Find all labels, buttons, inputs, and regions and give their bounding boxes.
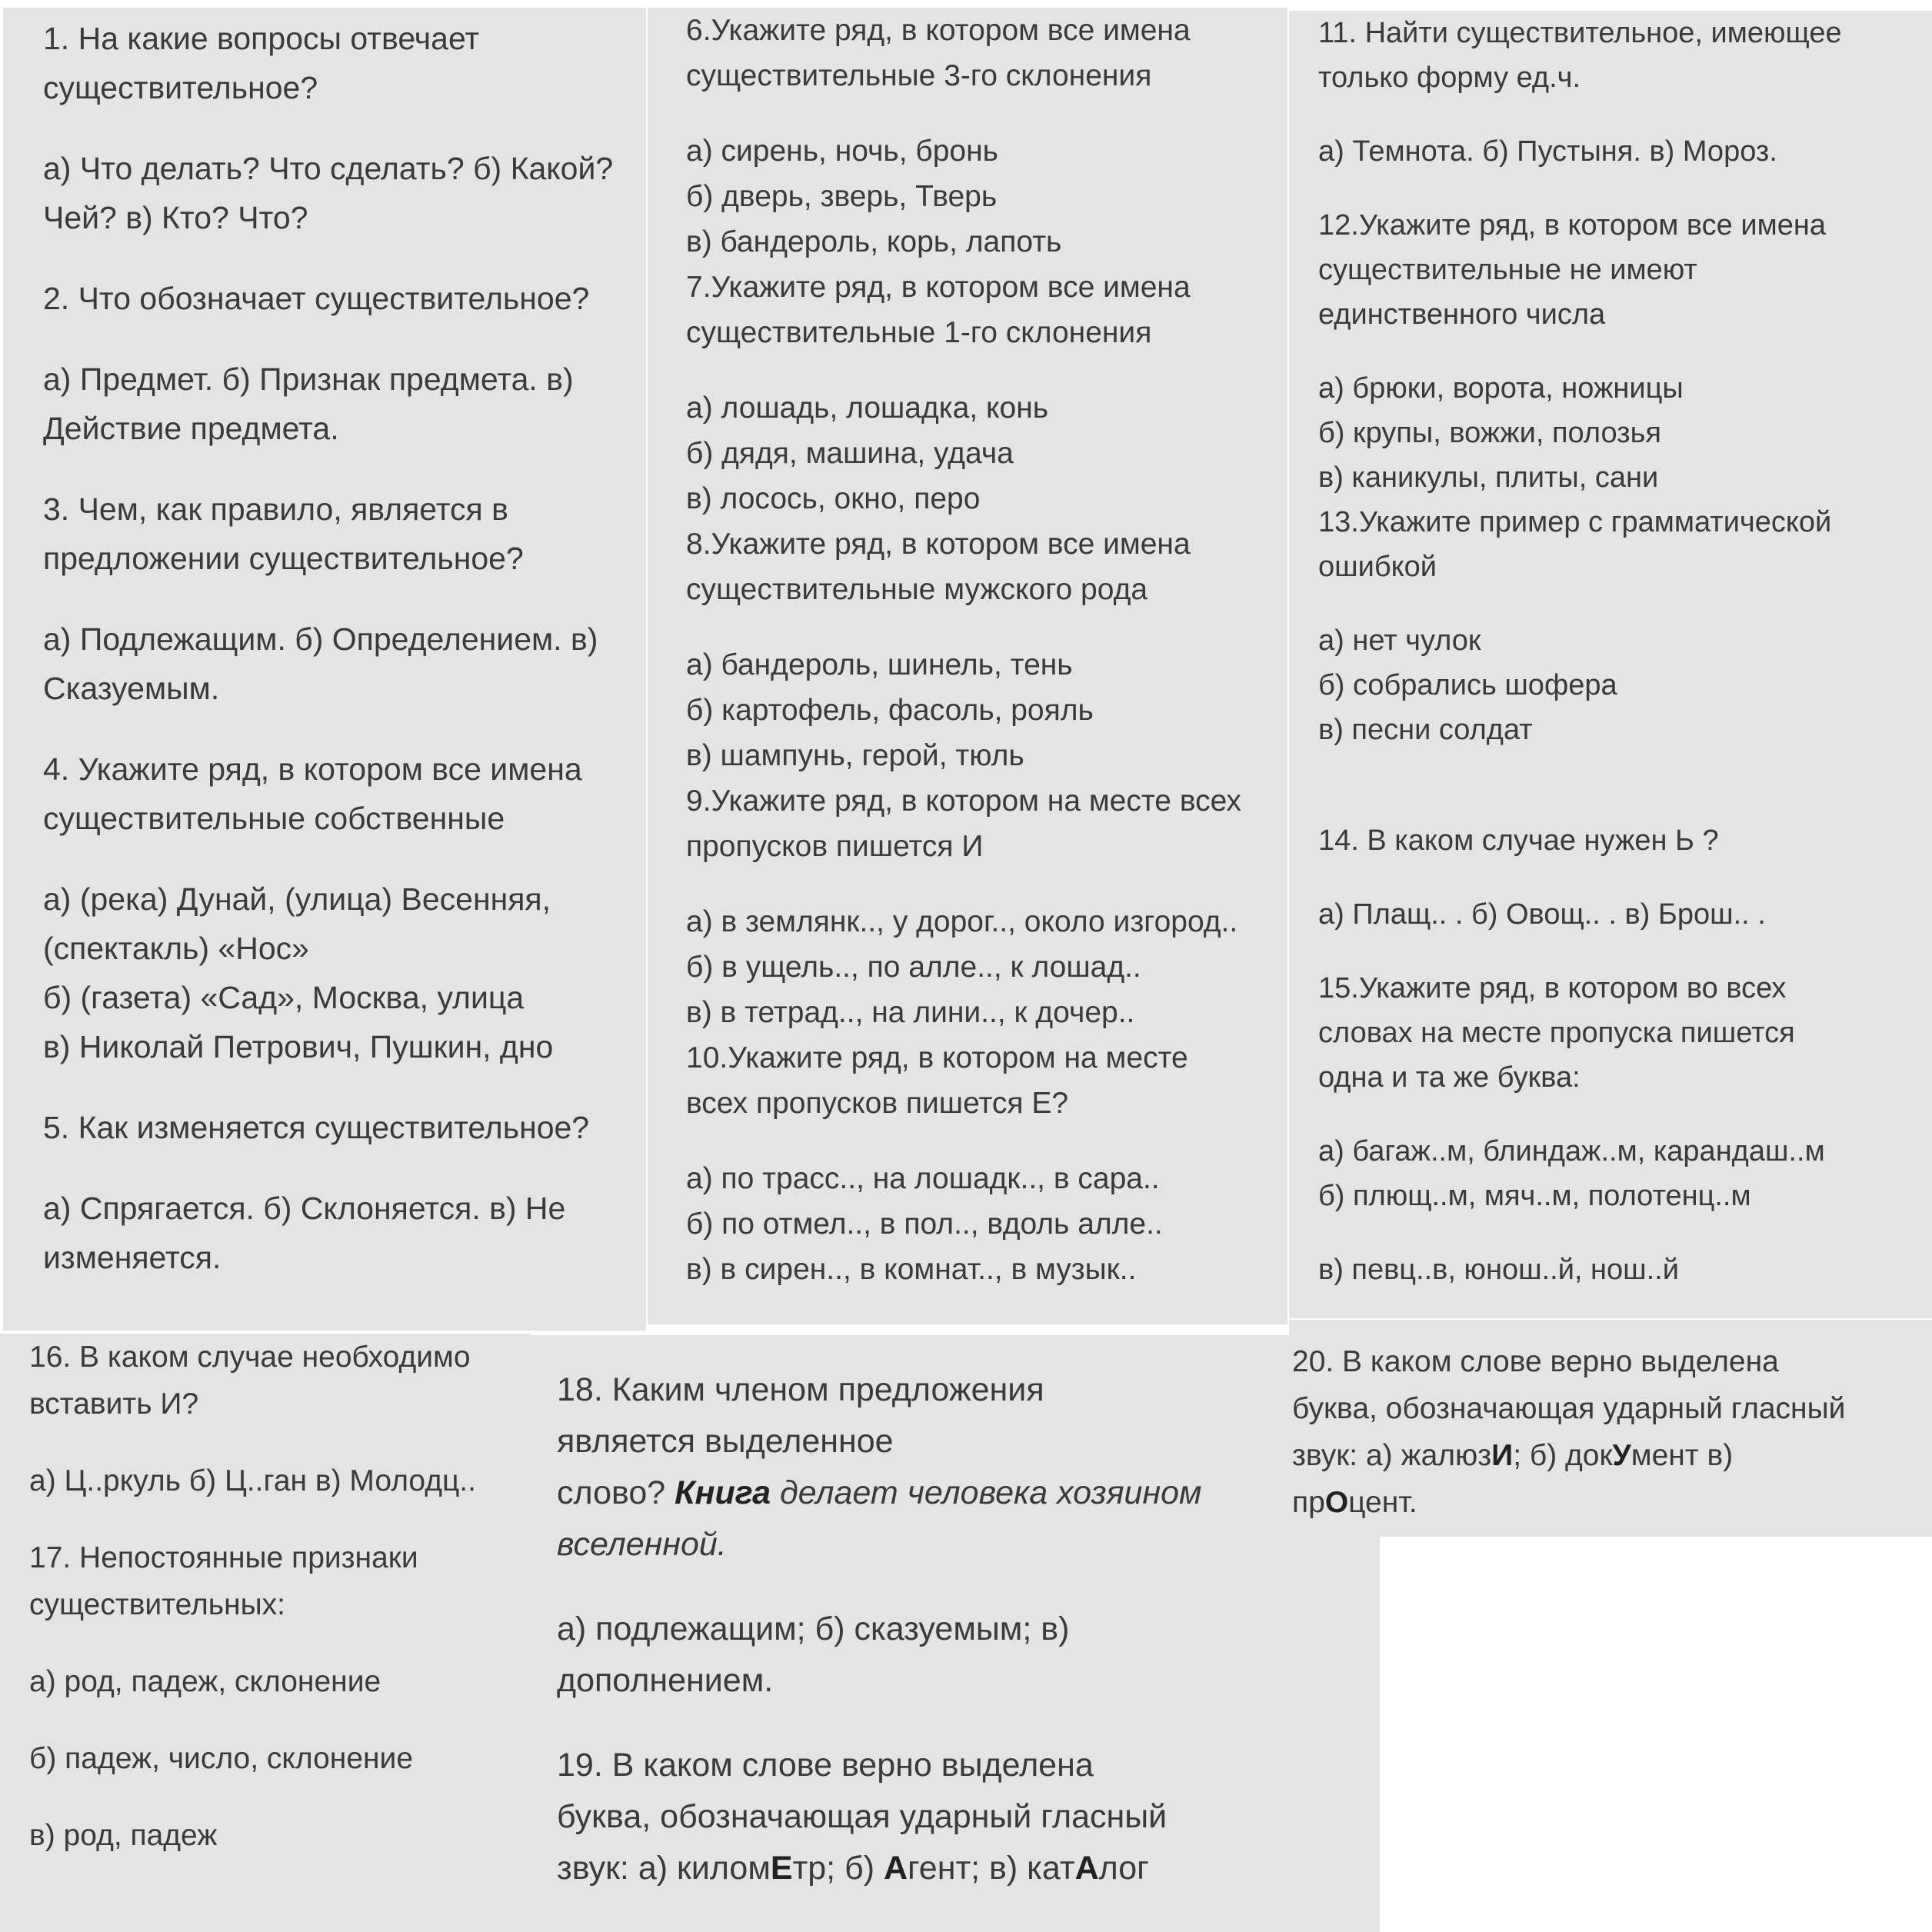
question-18-line-3: слово? <box>557 1474 675 1511</box>
stress-letter-a: И <box>1491 1439 1514 1472</box>
question-2: 2. Что обозначает существительное? <box>43 281 590 316</box>
sentence-rest: делает человека хозяином <box>771 1474 1202 1511</box>
question-17: 17. Непостоянные признаки существительных: <box>29 1541 418 1621</box>
answer-9: а) в землянк.., у дорог.., около изгород.. б) в ущель.., по алле.., к лошад.. в) в тетрад.., на лини.., к дочер.. <box>686 905 1238 1029</box>
question-18-line-1: 18. Каким членом предложения <box>557 1371 1044 1408</box>
answer-17-a: а) род, падеж, склонение <box>29 1665 381 1698</box>
answer-15-ab: а) багаж..м, блиндаж..м, карандаш..м б) плющ..м, мяч..м, полотенц..м <box>1318 1135 1825 1212</box>
answer-12: а) брюки, ворота, ножницы б) крупы, вожжи, полозья в) каникулы, плиты, сани <box>1318 372 1684 494</box>
stress-letter-b: У <box>1612 1439 1631 1472</box>
question-20 <box>1292 1338 1932 1526</box>
question-19-text-2: тр; б) <box>792 1850 884 1887</box>
answer-16: а) Ц..ркуль б) Ц..ган в) Молодц.. <box>29 1464 476 1497</box>
question-18-line-2: является выделенное <box>557 1423 894 1460</box>
answer-4: а) (река) Дунай, (улица) Весенняя, (спектакль) «Нос» б) (газета) «Сад», Москва, улица в) Николай Петрович, Пушкин, дно <box>43 881 554 1064</box>
question-16: 16. В каком случае необходимо вставить И? <box>29 1341 471 1421</box>
highlighted-word: Книга <box>675 1474 771 1511</box>
answer-17-b: б) падеж, число, склонение <box>29 1742 414 1775</box>
answer-10: а) по трасс.., на лошадк.., в сара.. б) по отмел.., в пол.., вдоль алле.. в) в сирен.., в комнат.., в музык.. <box>686 1162 1163 1286</box>
panel-question-20 <box>1289 1320 1932 1537</box>
question-20-text-4: пр <box>1292 1486 1325 1519</box>
question-6: 6.Укажите ряд, в котором все имена существительные 3-го склонения <box>686 14 1191 92</box>
answer-7: а) лошадь, лошадка, конь б) дядя, машина, удача в) лосось, окно, перо <box>686 391 1049 515</box>
question-20-line-1: 20. В каком слове верно выделена <box>1292 1345 1779 1378</box>
answer-2: а) Предмет. б) Признак предмета. в) Действие предмета. <box>43 361 574 446</box>
answer-17-c: в) род, падеж <box>29 1819 218 1852</box>
answer-13: а) нет чулок б) собрались шофера в) песни солдат <box>1318 625 1617 746</box>
question-7: 7.Укажите ряд, в котором все имена существительные 1-го склонения <box>686 271 1191 349</box>
question-18 <box>557 1364 1380 1571</box>
question-20-text-2: ; б) док <box>1513 1439 1613 1472</box>
answer-14: а) Плащ.. . б) Овощ.. . в) Брош.. . <box>1318 898 1766 931</box>
question-19 <box>557 1740 1380 1894</box>
answer-3: а) Подлежащим. б) Определением. в) Сказуемым. <box>43 621 598 706</box>
answer-1: а) Что делать? Что сделать? б) Какой? Чей? в) Кто? Что? <box>43 151 614 235</box>
answer-18: а) подлежащим; б) сказуемым; в) дополнением. <box>557 1611 1070 1699</box>
panel-questions-6-10 <box>648 8 1287 1324</box>
question-15: 15.Укажите ряд, в котором во всех словах на месте пропуска пишется одна и та же буква: <box>1318 972 1795 1094</box>
question-20-text-5: цент. <box>1348 1486 1417 1519</box>
question-12: 12.Укажите ряд, в котором все имена существительные не имеют единственного числа <box>1318 209 1826 331</box>
stress-letter-1: Е <box>770 1850 793 1887</box>
answer-11: а) Темнота. б) Пустыня. в) Мороз. <box>1318 135 1777 168</box>
sentence-end: вселенной. <box>557 1526 727 1563</box>
question-20-text-3: мент в) <box>1631 1439 1734 1472</box>
answer-5: а) Спрягается. б) Склоняется. в) Не изменяется. <box>43 1191 566 1275</box>
question-4: 4. Укажите ряд, в котором все имена существительные собственные <box>43 751 582 836</box>
question-19-text-3: гент; в) кат <box>908 1850 1075 1887</box>
question-19-line-2: буква, обозначающая ударный гласный <box>557 1798 1168 1835</box>
panel-questions-18-19 <box>531 1335 1380 1932</box>
question-5: 5. Как изменяется существительное? <box>43 1110 590 1145</box>
question-3: 3. Чем, как правило, является в предложении существительное? <box>43 491 524 576</box>
question-19-text-1: звук: а) килом <box>557 1850 771 1887</box>
answer-8: а) бандероль, шинель, тень б) картофель, фасоль, рояль в) шампунь, герой, тюль <box>686 648 1094 772</box>
panel-questions-1-5 <box>3 8 646 1331</box>
question-10: 10.Укажите ряд, в котором на месте всех пропусков пишется Е? <box>686 1041 1188 1120</box>
question-20-line-2: буква, обозначающая ударный гласный <box>1292 1392 1846 1425</box>
panel-questions-11-15 <box>1289 11 1932 1318</box>
question-20-text-1: звук: а) жалюз <box>1292 1439 1492 1472</box>
question-19-line-1: 19. В каком слове верно выделена <box>557 1747 1094 1784</box>
question-11: 11. Найти существительное, имеющее только форму ед.ч. <box>1318 17 1842 94</box>
answer-15-c: в) певц..в, юнош..й, нош..й <box>1318 1254 1679 1286</box>
stress-letter-c: О <box>1324 1486 1349 1519</box>
question-19-text-4: лог <box>1098 1850 1149 1887</box>
stress-letter-2: А <box>883 1850 908 1887</box>
answer-6: а) сирень, ночь, бронь б) дверь, зверь, Тверь в) бандероль, корь, лапоть <box>686 135 1062 258</box>
question-13: 13.Укажите пример с грамматической ошибкой <box>1318 506 1832 583</box>
panel-questions-16-17 <box>0 1334 531 1932</box>
question-8: 8.Укажите ряд, в котором все имена существительные мужского рода <box>686 528 1191 606</box>
stress-letter-3: А <box>1074 1850 1099 1887</box>
question-9: 9.Укажите ряд, в котором на месте всех пропусков пишется И <box>686 784 1241 863</box>
question-1: 1. На какие вопросы отвечает существительное? <box>43 21 480 105</box>
question-14: 14. В каком случае нужен Ь ? <box>1318 824 1719 857</box>
